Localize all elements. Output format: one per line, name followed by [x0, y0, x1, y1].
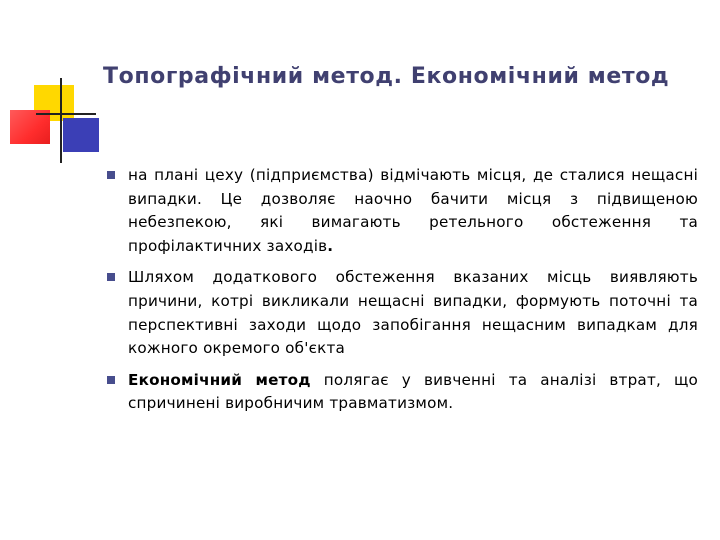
bullet-text — [128, 164, 698, 258]
list-item — [106, 164, 698, 258]
list-item — [106, 369, 698, 416]
list-item — [106, 266, 698, 360]
square-bullet-icon — [107, 376, 115, 384]
red-square — [10, 110, 50, 144]
horizontal-line — [36, 113, 96, 115]
bullet-list — [106, 164, 698, 424]
bullet-text — [128, 369, 698, 416]
slide-template-squares-icon — [0, 0, 110, 170]
bullet-bold-term: Економічний метод — [128, 370, 311, 389]
bullet-text-body: полягає у вивченні та аналізі втрат, що спричинені виробничим травматизмом. — [128, 370, 698, 413]
bullet-text-end: . — [327, 236, 334, 255]
bullet-text-body: на плані цеху (підприємства) відмічають місця, де сталися нещасні випадки. Це дозволяє наочно бачити місця з підвищеною небезпекою, які вимагають ретельного обстеження та профілактичних заходів — [128, 166, 698, 255]
blue-square — [63, 118, 99, 152]
square-bullet-icon — [107, 171, 115, 179]
square-bullet-icon — [107, 273, 115, 281]
slide-title: Топографічний метод. Економічний метод — [103, 64, 670, 89]
bullet-text: Шляхом додаткового обстеження вказаних місць виявляють причини, котрі викликали нещасні випадки, формують поточні та перспективні заходи щодо запобігання нещасним випадкам для кожного окремого об'єкта — [128, 268, 698, 358]
vertical-line — [60, 78, 62, 163]
